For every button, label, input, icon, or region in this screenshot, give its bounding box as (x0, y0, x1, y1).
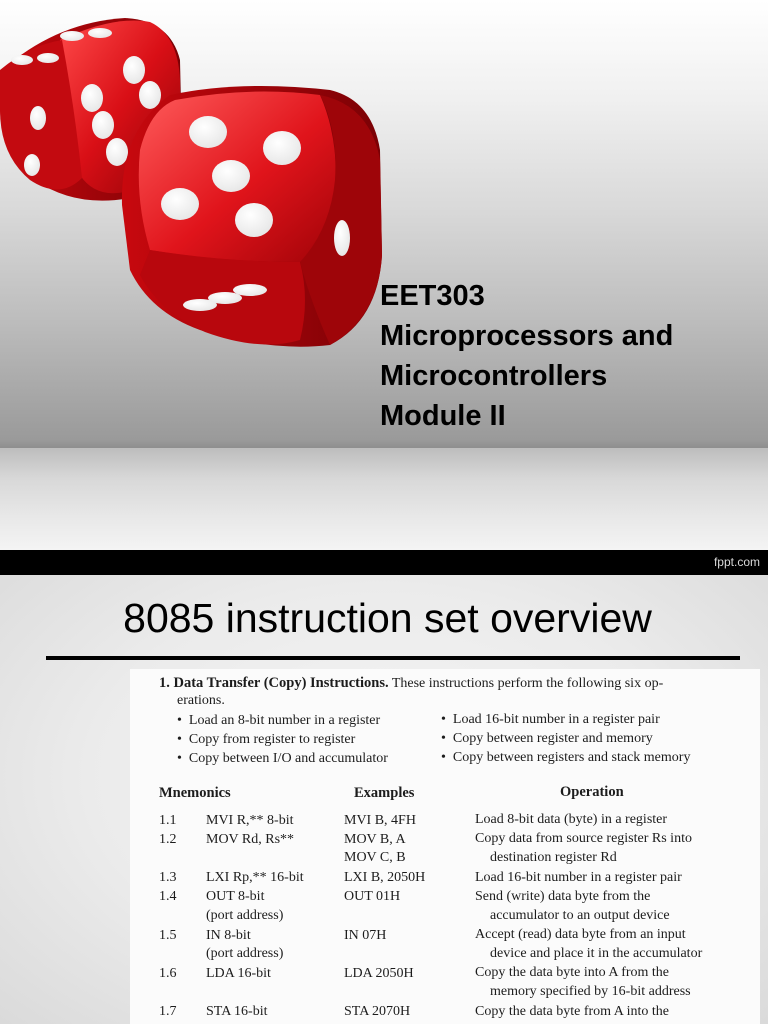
slide-divider (0, 550, 768, 575)
row-operation: device and place it in the accumulator (490, 946, 703, 961)
bullet-right-1: • Load 16-bit number in a register pair (441, 712, 660, 727)
bullet-left-3: • Copy between I/O and accumulator (177, 751, 388, 766)
row-mnemonic: IN 8-bit (206, 928, 251, 943)
content-slide (0, 575, 768, 1024)
watermark-text: fppt.com (713, 555, 760, 569)
row-operation: Send (write) data byte from the (475, 889, 651, 904)
row-example: IN 07H (344, 928, 387, 943)
row-operation: Load 8-bit data (byte) in a register (475, 812, 668, 827)
row-number: 1.2 (159, 832, 177, 847)
row-mnemonic: (port address) (206, 946, 284, 961)
dice-icon (0, 0, 400, 360)
intro-text: These instructions perform the following six op- (391, 676, 664, 691)
row-mnemonic: LXI Rp,** 16-bit (206, 870, 304, 885)
slide-title: 8085 instruction set overview (123, 595, 652, 641)
row-operation: memory specified by 16-bit address (490, 984, 691, 999)
row-example: LXI B, 2050H (344, 870, 426, 885)
row-example: LDA 2050H (344, 966, 414, 981)
row-operation: Copy the data byte into A from the (475, 965, 670, 980)
row-example: MOV B, A (344, 832, 406, 847)
row-number: 1.5 (159, 928, 177, 943)
course-code: EET303 (380, 280, 485, 312)
row-mnemonic: MVI R,** 8-bit (206, 813, 294, 828)
intro-continuation: erations. (177, 693, 225, 708)
row-operation: Copy data from source register Rs into (475, 831, 692, 846)
module-label: Module II (380, 400, 506, 432)
row-number: 1.4 (159, 889, 177, 904)
course-title-line-1: Microprocessors and (380, 320, 674, 352)
row-number: 1.3 (159, 870, 177, 885)
bullet-right-2: • Copy between register and memory (441, 731, 653, 746)
row-mnemonic: MOV Rd, Rs** (206, 832, 295, 847)
row-number: 1.6 (159, 966, 177, 981)
row-mnemonic: OUT 8-bit (206, 889, 265, 904)
row-example: STA 2070H (344, 1004, 411, 1019)
slide-title-block (380, 276, 760, 436)
bullet-left-1: • Load an 8-bit number in a register (177, 713, 381, 728)
row-mnemonic: LDA 16-bit (206, 966, 271, 981)
column-header-examples: Examples (354, 785, 415, 801)
row-mnemonic: (port address) (206, 908, 284, 923)
row-operation: Load 16-bit number in a register pair (475, 870, 682, 885)
column-header-mnemonics: Mnemonics (159, 785, 231, 801)
row-operation: Copy the data byte from A into the (475, 1004, 670, 1019)
title-rule (46, 656, 740, 660)
course-title-line-2: Microcontrollers (380, 360, 608, 392)
section-heading: 1. Data Transfer (Copy) Instructions. (159, 675, 389, 691)
row-operation: accumulator to an output device (490, 908, 670, 923)
bullet-right-3: • Copy between registers and stack memory (441, 750, 691, 765)
row-mnemonic: STA 16-bit (206, 1004, 268, 1019)
slide-floor (0, 448, 768, 550)
row-operation: Accept (read) data byte from an input (475, 927, 686, 942)
row-example: OUT 01H (344, 889, 401, 904)
row-operation: destination register Rd (490, 850, 617, 865)
row-number: 1.7 (159, 1004, 177, 1019)
bullet-left-2: • Copy from register to register (177, 732, 356, 747)
section-intro (159, 675, 663, 692)
scanned-table (130, 669, 760, 1024)
column-header-operation: Operation (560, 784, 624, 800)
row-example: MVI B, 4FH (344, 813, 416, 828)
row-number: 1.1 (159, 813, 177, 828)
row-example: MOV C, B (344, 850, 406, 865)
